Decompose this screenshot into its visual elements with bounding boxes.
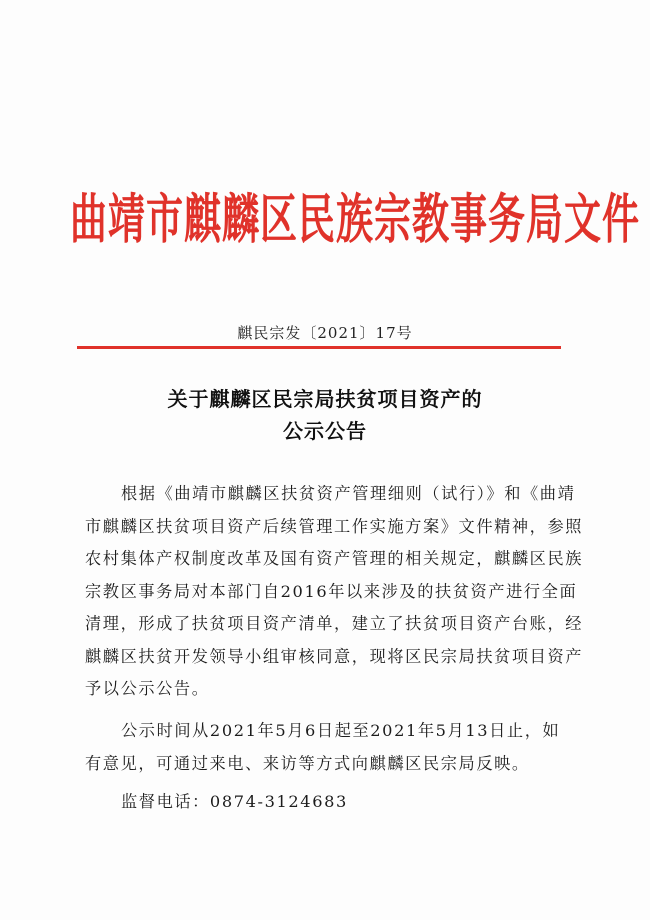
notice-title-line-2: 公示公告 (283, 419, 367, 443)
body-line: 清理，形成了扶贫项目资产清单，建立了扶贫项目资产台账，经 (85, 614, 584, 633)
body-line: 有意见，可通过来电、来访等方式向麒麟区民宗局反映。 (85, 753, 530, 773)
body-line: 麒麟区扶贫开发领导小组审核同意，现将区民宗局扶贫项目资产 (85, 646, 584, 666)
red-divider-rule (77, 346, 561, 349)
body-line: 公示时间从2021年5月6日起至2021年5月13日止，如 (121, 721, 561, 740)
body-paragraph-1 (85, 478, 584, 706)
document-number: 麒民宗发〔2021〕17号 (237, 324, 413, 342)
supervision-phone-text: 监督电话：0874-3124683 (121, 792, 348, 811)
body-paragraph-2 (85, 715, 577, 780)
body-line: 农村集体产权制度改革及国有资产管理的相关规定，麒麟区民族 (85, 549, 584, 568)
notice-title-line-1: 关于麒麟区民宗局扶贫项目资产的 (167, 387, 483, 411)
issuer-header-title: 曲靖市麒麟区民族宗教事务局文件 (70, 186, 640, 251)
body-line: 根据《曲靖市麒麟区扶贫资产管理细则（试行）》和《曲靖 (121, 484, 576, 503)
body-line: 市麒麟区扶贫项目资产后续管理工作实施方案》文件精神，参照 (85, 516, 584, 536)
body-line: 宗教区事务局对本部门自2016年以来涉及的扶贫资产进行全面 (85, 581, 578, 601)
supervision-phone (85, 786, 577, 819)
body-line: 予以公示公告。 (85, 679, 210, 698)
